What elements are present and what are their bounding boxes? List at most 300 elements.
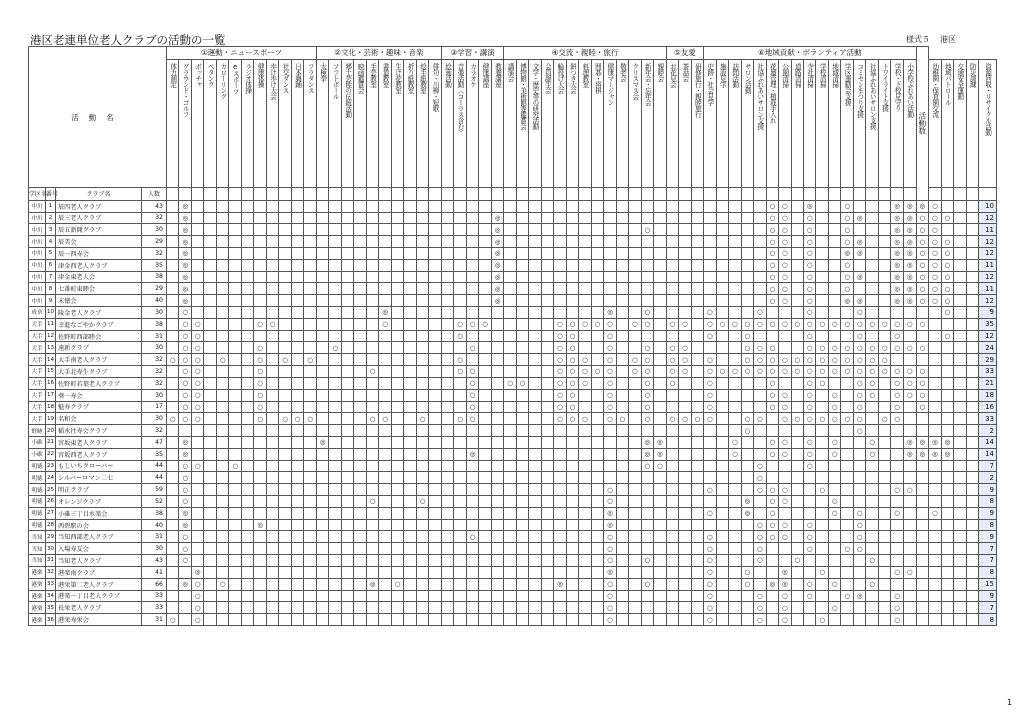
empty-cell — [616, 555, 628, 567]
activity-mark: ○ — [804, 271, 816, 283]
empty-cell — [704, 425, 716, 437]
empty-cell — [416, 224, 428, 236]
activity-mark: ○ — [716, 318, 728, 330]
empty-cell — [279, 307, 291, 319]
empty-cell — [167, 366, 179, 378]
empty-cell — [629, 448, 641, 460]
activity-mark: ○ — [604, 330, 616, 342]
empty-cell — [366, 377, 378, 389]
empty-cell — [266, 436, 278, 448]
empty-cell — [291, 436, 303, 448]
empty-cell — [379, 590, 391, 602]
empty-cell — [266, 496, 278, 508]
empty-cell — [804, 614, 816, 626]
activity-mark: ○ — [704, 366, 716, 378]
empty-cell — [504, 295, 516, 307]
empty-cell — [878, 307, 890, 319]
club-no: 2 — [46, 212, 56, 224]
empty-cell — [878, 425, 890, 437]
empty-cell — [354, 484, 366, 496]
empty-cell — [491, 307, 503, 319]
empty-cell — [566, 271, 578, 283]
empty-cell — [966, 578, 978, 590]
empty-cell — [591, 307, 603, 319]
empty-cell — [416, 614, 428, 626]
empty-cell — [266, 578, 278, 590]
empty-cell — [729, 307, 741, 319]
empty-cell — [291, 224, 303, 236]
empty-cell — [454, 212, 466, 224]
activity-mark: ○ — [604, 531, 616, 543]
empty-cell — [216, 295, 228, 307]
empty-cell — [691, 342, 703, 354]
empty-cell — [516, 531, 528, 543]
empty-cell — [454, 247, 466, 259]
activity-mark: ○ — [891, 484, 903, 496]
empty-cell — [729, 614, 741, 626]
empty-cell — [329, 413, 341, 425]
empty-cell — [954, 578, 966, 590]
empty-cell — [641, 330, 653, 342]
empty-cell — [541, 224, 553, 236]
empty-cell — [379, 401, 391, 413]
empty-cell — [729, 413, 741, 425]
activity-mark: ○ — [179, 543, 191, 555]
activity-mark: ○ — [878, 366, 890, 378]
activity-count: 21 — [979, 377, 997, 389]
empty-cell — [391, 590, 403, 602]
activity-mark: ○ — [679, 342, 691, 354]
empty-cell — [616, 401, 628, 413]
empty-cell — [716, 425, 728, 437]
activity-mark: ○ — [754, 543, 766, 555]
empty-cell — [679, 330, 691, 342]
empty-cell — [216, 259, 228, 271]
empty-cell — [579, 236, 591, 248]
empty-cell — [216, 366, 228, 378]
empty-cell — [441, 507, 453, 519]
empty-cell — [366, 460, 378, 472]
empty-cell — [216, 283, 228, 295]
empty-cell — [916, 484, 928, 496]
empty-cell — [329, 330, 341, 342]
empty-cell — [754, 448, 766, 460]
activity-mark: ○ — [604, 484, 616, 496]
empty-cell — [729, 590, 741, 602]
activity-mark: ○ — [629, 354, 641, 366]
empty-cell — [354, 307, 366, 319]
empty-cell — [729, 507, 741, 519]
empty-cell — [954, 590, 966, 602]
empty-cell — [566, 460, 578, 472]
empty-cell — [454, 200, 466, 212]
empty-cell — [391, 354, 403, 366]
activity-mark: ◎ — [903, 448, 916, 460]
empty-cell — [229, 389, 241, 401]
empty-cell — [329, 295, 341, 307]
empty-cell — [354, 602, 366, 614]
empty-cell — [291, 377, 303, 389]
empty-cell — [529, 236, 541, 248]
activity-mark: ○ — [179, 413, 191, 425]
activity-header — [954, 59, 966, 188]
empty-cell — [291, 484, 303, 496]
empty-cell — [216, 307, 228, 319]
empty-cell — [691, 307, 703, 319]
empty-cell — [316, 448, 328, 460]
activity-mark: ○ — [779, 366, 791, 378]
empty-cell — [903, 496, 916, 508]
empty-cell — [329, 366, 341, 378]
empty-cell — [241, 555, 253, 567]
empty-cell — [866, 271, 878, 283]
empty-cell — [754, 436, 766, 448]
empty-cell — [366, 236, 378, 248]
blank-cell — [641, 188, 653, 201]
empty-cell — [579, 472, 591, 484]
empty-cell — [529, 484, 541, 496]
activity-mark: ◎ — [916, 436, 928, 448]
empty-cell — [954, 318, 966, 330]
activity-mark: ◎ — [604, 566, 616, 578]
activity-mark: ○ — [804, 460, 816, 472]
empty-cell — [954, 472, 966, 484]
empty-cell — [729, 389, 741, 401]
empty-cell — [216, 602, 228, 614]
empty-cell — [654, 590, 667, 602]
empty-cell — [504, 318, 516, 330]
empty-cell — [966, 496, 978, 508]
activity-mark: ◎ — [491, 212, 503, 224]
empty-cell — [416, 295, 428, 307]
empty-cell — [916, 472, 928, 484]
blank-cell — [966, 188, 978, 201]
club-no: 16 — [46, 377, 56, 389]
empty-cell — [204, 342, 216, 354]
empty-cell — [591, 566, 603, 578]
empty-cell — [529, 507, 541, 519]
empty-cell — [891, 543, 903, 555]
empty-cell — [591, 212, 603, 224]
empty-cell — [341, 602, 353, 614]
empty-cell — [229, 614, 241, 626]
empty-cell — [941, 425, 953, 437]
activity-header — [666, 59, 678, 188]
activity-mark: ○ — [167, 614, 179, 626]
empty-cell — [304, 377, 317, 389]
empty-cell — [828, 555, 840, 567]
empty-cell — [291, 342, 303, 354]
club-area: 港楽 — [29, 578, 46, 590]
empty-cell — [579, 602, 591, 614]
club-club: 当知老人クラブ — [56, 555, 142, 567]
empty-cell — [429, 507, 442, 519]
activity-mark: ◎ — [779, 566, 791, 578]
empty-cell — [304, 566, 317, 578]
activity-mark: ◎ — [641, 436, 653, 448]
activity-mark: ○ — [816, 318, 828, 330]
empty-cell — [816, 295, 828, 307]
empty-cell — [954, 448, 966, 460]
empty-cell — [666, 531, 678, 543]
activity-mark: ○ — [254, 354, 266, 366]
activity-mark: ◎ — [891, 200, 903, 212]
empty-cell — [666, 271, 678, 283]
blank-cell — [941, 188, 953, 201]
empty-cell — [404, 330, 416, 342]
club-no: 27 — [46, 507, 56, 519]
empty-cell — [929, 566, 941, 578]
empty-cell — [167, 342, 179, 354]
blank-cell — [729, 188, 741, 201]
empty-cell — [816, 283, 828, 295]
empty-cell — [167, 602, 179, 614]
empty-cell — [679, 389, 691, 401]
empty-cell — [791, 614, 803, 626]
activity-mark: ○ — [766, 401, 778, 413]
blank-cell — [816, 188, 828, 201]
empty-cell — [266, 200, 278, 212]
club-members: 52 — [142, 496, 167, 508]
empty-cell — [416, 460, 428, 472]
activity-mark: ◎ — [853, 236, 865, 248]
empty-cell — [429, 283, 442, 295]
empty-cell — [391, 531, 403, 543]
activity-mark: ○ — [804, 389, 816, 401]
empty-cell — [866, 307, 878, 319]
empty-cell — [354, 543, 366, 555]
empty-cell — [441, 236, 453, 248]
empty-cell — [454, 555, 466, 567]
empty-cell — [291, 401, 303, 413]
empty-cell — [816, 200, 828, 212]
empty-cell — [241, 283, 253, 295]
empty-cell — [316, 283, 328, 295]
empty-cell — [504, 602, 516, 614]
empty-cell — [291, 283, 303, 295]
empty-cell — [891, 519, 903, 531]
activity-mark: ○ — [554, 413, 566, 425]
activity-mark: ○ — [191, 413, 203, 425]
blank-cell — [779, 188, 791, 201]
empty-cell — [466, 283, 478, 295]
empty-cell — [229, 212, 241, 224]
activity-mark: ◎ — [891, 271, 903, 283]
empty-cell — [316, 484, 328, 496]
empty-cell — [916, 413, 928, 425]
activity-mark: ○ — [916, 224, 928, 236]
empty-cell — [791, 472, 803, 484]
activity-mark: ○ — [804, 543, 816, 555]
activity-mark: ○ — [779, 236, 791, 248]
empty-cell — [279, 224, 291, 236]
activity-label: サロン活動 — [743, 62, 752, 93]
activity-label: 学校清掃 — [818, 62, 827, 87]
activity-mark: ○ — [828, 318, 840, 330]
empty-cell — [791, 342, 803, 354]
activity-mark: ○ — [791, 413, 803, 425]
empty-cell — [541, 555, 553, 567]
empty-cell — [379, 484, 391, 496]
empty-cell — [454, 519, 466, 531]
empty-cell — [629, 413, 641, 425]
empty-cell — [379, 342, 391, 354]
activity-mark: ○ — [366, 496, 378, 508]
club-club: 佐野町西部睦会 — [56, 330, 142, 342]
empty-cell — [629, 212, 641, 224]
activity-label: 研修旅行・親睦旅行 — [693, 62, 702, 117]
empty-cell — [429, 271, 442, 283]
empty-cell — [916, 460, 928, 472]
empty-cell — [316, 330, 328, 342]
empty-cell — [429, 425, 442, 437]
empty-cell — [966, 566, 978, 578]
empty-cell — [266, 283, 278, 295]
empty-cell — [254, 259, 266, 271]
activity-count: 8 — [979, 614, 997, 626]
empty-cell — [641, 543, 653, 555]
empty-cell — [479, 247, 491, 259]
empty-cell — [604, 425, 616, 437]
empty-cell — [616, 425, 628, 437]
empty-cell — [579, 401, 591, 413]
empty-cell — [754, 283, 766, 295]
activity-mark: ○ — [853, 413, 865, 425]
activity-mark: ○ — [916, 271, 928, 283]
empty-cell — [516, 401, 528, 413]
activity-mark: ○ — [604, 555, 616, 567]
empty-cell — [404, 413, 416, 425]
empty-cell — [853, 555, 865, 567]
activity-label: 音楽活動（コーラス含む） — [456, 62, 465, 135]
activity-mark: ○ — [179, 555, 191, 567]
activity-count: 12 — [979, 212, 997, 224]
empty-cell — [167, 484, 179, 496]
empty-cell — [841, 401, 853, 413]
empty-cell — [441, 460, 453, 472]
empty-cell — [891, 448, 903, 460]
activity-mark: ○ — [828, 448, 840, 460]
empty-cell — [878, 484, 890, 496]
empty-cell — [316, 460, 328, 472]
empty-cell — [729, 354, 741, 366]
activity-label: 施設見学 — [718, 62, 727, 87]
empty-cell — [429, 401, 442, 413]
activity-count: 7 — [979, 555, 997, 567]
empty-cell — [404, 614, 416, 626]
empty-cell — [966, 354, 978, 366]
activity-mark: ○ — [779, 247, 791, 259]
activity-mark: ○ — [779, 295, 791, 307]
empty-cell — [791, 307, 803, 319]
empty-cell — [441, 543, 453, 555]
activity-mark: ○ — [891, 377, 903, 389]
empty-cell — [366, 330, 378, 342]
activity-mark: ○ — [704, 377, 716, 389]
activity-mark: ○ — [266, 318, 278, 330]
empty-cell — [529, 436, 541, 448]
activity-mark: ○ — [766, 519, 778, 531]
blank-cell — [429, 188, 442, 201]
activity-mark: ○ — [704, 555, 716, 567]
activity-mark: ○ — [466, 531, 478, 543]
empty-cell — [329, 555, 341, 567]
empty-cell — [404, 460, 416, 472]
empty-cell — [716, 531, 728, 543]
empty-cell — [654, 342, 667, 354]
empty-cell — [903, 472, 916, 484]
empty-cell — [791, 519, 803, 531]
empty-cell — [691, 271, 703, 283]
activity-mark: ○ — [566, 389, 578, 401]
empty-cell — [828, 460, 840, 472]
empty-cell — [316, 578, 328, 590]
activity-mark: ○ — [629, 366, 641, 378]
blank-cell — [291, 188, 303, 201]
empty-cell — [716, 283, 728, 295]
empty-cell — [404, 200, 416, 212]
empty-cell — [354, 413, 366, 425]
club-area: 明徳 — [29, 460, 46, 472]
empty-cell — [404, 602, 416, 614]
empty-cell — [616, 566, 628, 578]
empty-cell — [354, 425, 366, 437]
empty-cell — [491, 354, 503, 366]
empty-cell — [416, 507, 428, 519]
empty-cell — [254, 590, 266, 602]
empty-cell — [454, 448, 466, 460]
empty-cell — [504, 342, 516, 354]
empty-cell — [866, 590, 878, 602]
empty-cell — [878, 555, 890, 567]
activity-label: ソフトボール — [331, 62, 340, 99]
empty-cell — [241, 472, 253, 484]
activity-count: 18 — [979, 389, 997, 401]
empty-cell — [529, 543, 541, 555]
activity-label: 輪投げ大会 — [555, 62, 564, 93]
activity-mark: ○ — [941, 247, 953, 259]
empty-cell — [916, 354, 928, 366]
activity-mark: ○ — [666, 342, 678, 354]
empty-cell — [304, 543, 317, 555]
empty-cell — [291, 354, 303, 366]
empty-cell — [679, 578, 691, 590]
empty-cell — [441, 283, 453, 295]
empty-cell — [741, 543, 753, 555]
empty-cell — [429, 307, 442, 319]
activity-count: 12 — [979, 295, 997, 307]
empty-cell — [167, 200, 179, 212]
club-area: 中川 — [29, 259, 46, 271]
empty-cell — [191, 247, 203, 259]
empty-cell — [779, 377, 791, 389]
empty-cell — [529, 531, 541, 543]
empty-cell — [878, 436, 890, 448]
activity-mark: ○ — [866, 377, 878, 389]
empty-cell — [404, 307, 416, 319]
empty-cell — [479, 401, 491, 413]
activity-mark: ○ — [304, 354, 317, 366]
empty-cell — [866, 212, 878, 224]
empty-cell — [516, 259, 528, 271]
empty-cell — [866, 330, 878, 342]
empty-cell — [441, 330, 453, 342]
activity-mark: ○ — [554, 389, 566, 401]
empty-cell — [666, 614, 678, 626]
empty-cell — [191, 519, 203, 531]
empty-cell — [216, 236, 228, 248]
empty-cell — [454, 496, 466, 508]
